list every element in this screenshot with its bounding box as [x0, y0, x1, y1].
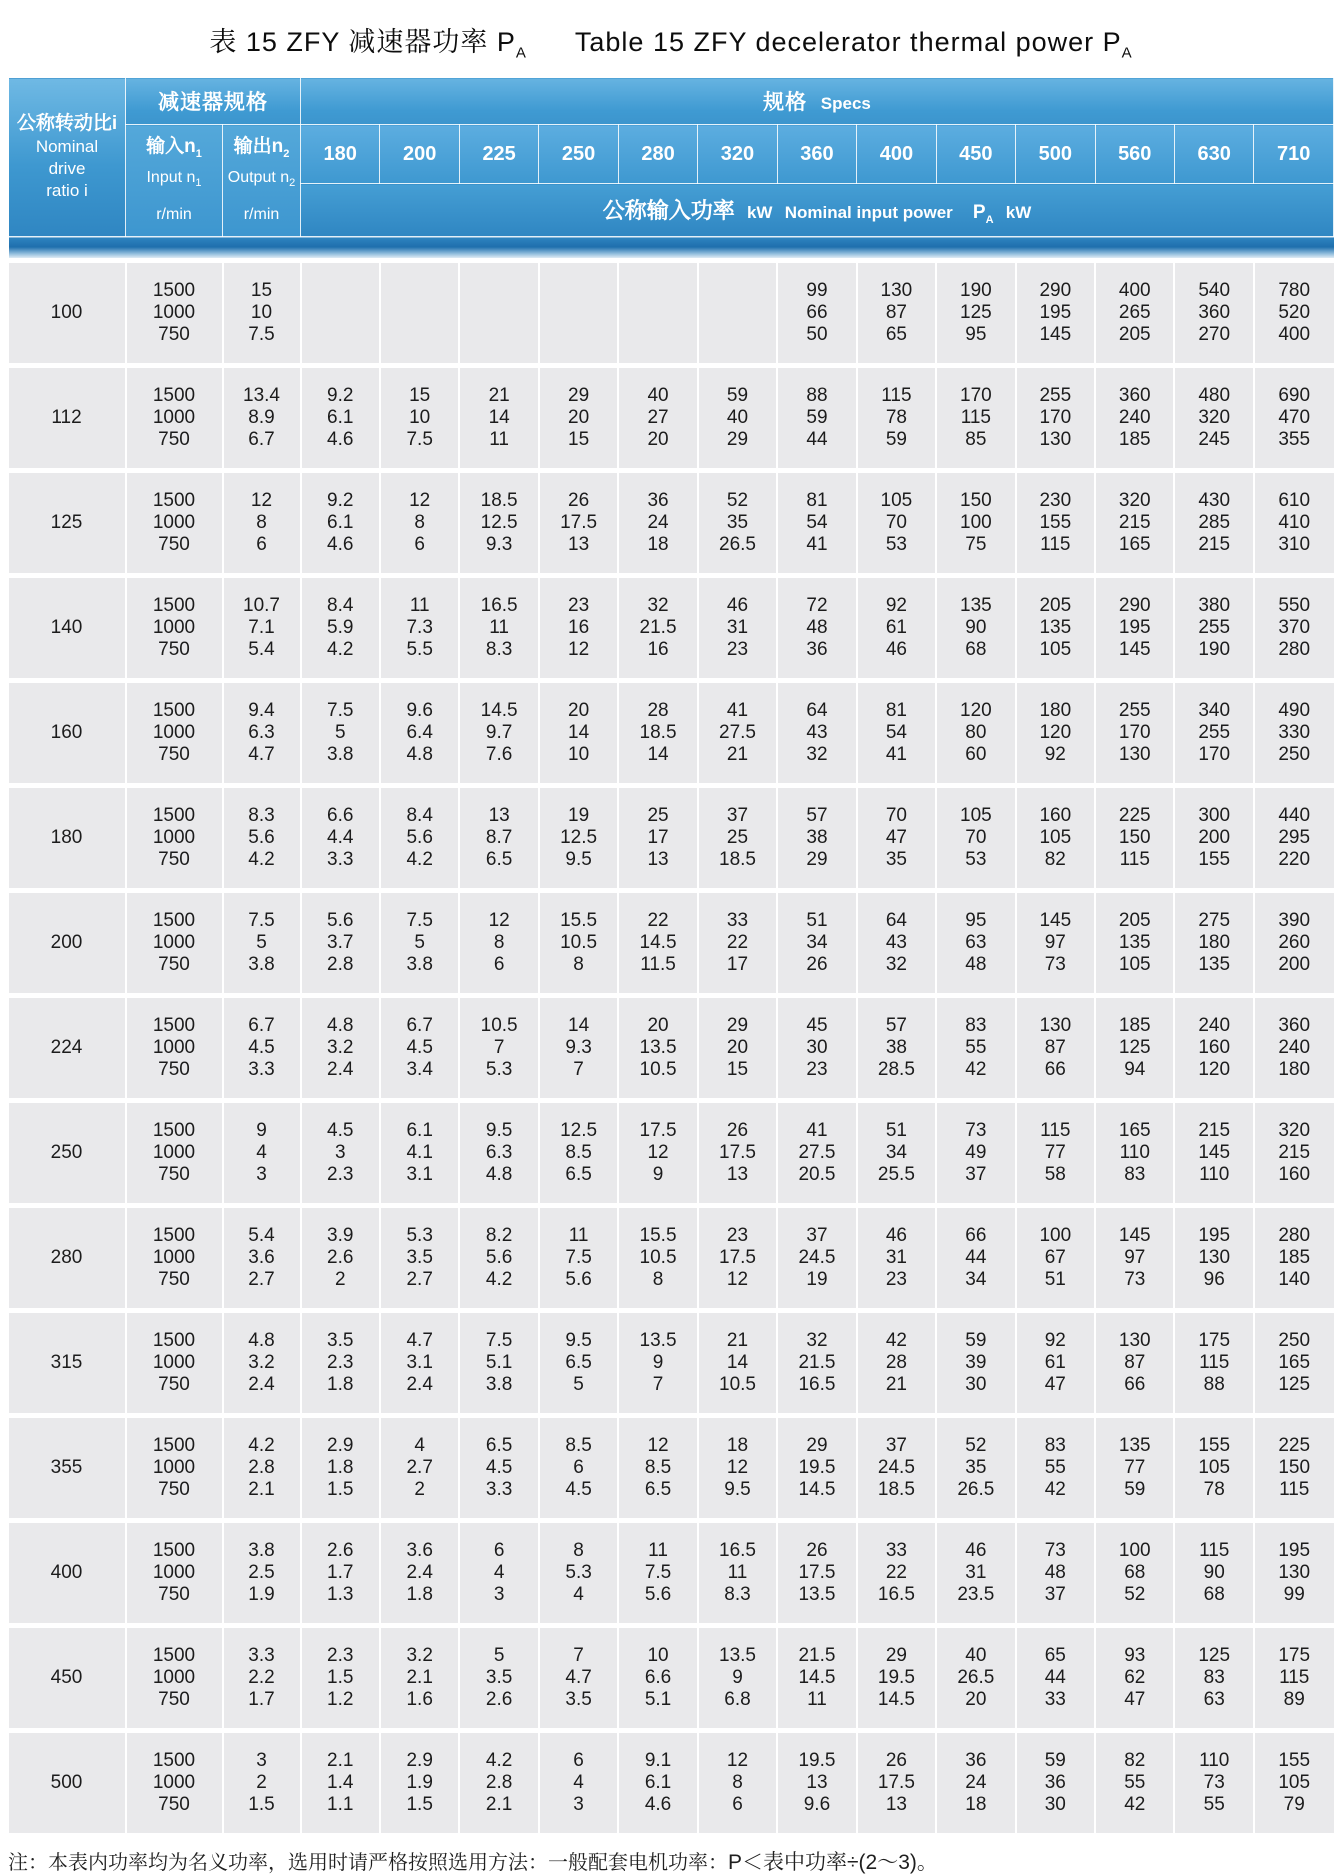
input-rpm-cell: 1500 1000 750: [126, 1626, 223, 1731]
input-rpm-cell: 1500 1000 750: [126, 996, 223, 1101]
power-cell: 195 130 99: [1254, 1521, 1334, 1626]
input-rpm-cell: 1500 1000 750: [126, 1206, 223, 1311]
ratio-cell: 224: [9, 996, 126, 1101]
power-cell: 26 17.5 13: [539, 471, 618, 576]
power-cell: 6.6 4.4 3.3: [301, 786, 380, 891]
ratio-label-en: Nominal: [35, 137, 99, 157]
output-rpm-cell: 3 2 1.5: [223, 1731, 301, 1834]
power-cell: 70 47 35: [857, 786, 936, 891]
power-cell: 11 7.5 5.6: [539, 1206, 618, 1311]
power-cell: 28 18.5 14: [618, 681, 697, 786]
table-row: [9, 366, 1334, 471]
power-cell: 14.5 9.7 7.6: [459, 681, 538, 786]
col-header-input: 输入$n_1$ Input $n_1$ r/min: [126, 125, 223, 237]
power-cell: 29 20 15: [698, 996, 777, 1101]
col-header-spec: 320: [698, 125, 777, 184]
table-row: [9, 1416, 1334, 1521]
power-cell: 45 30 23: [777, 996, 856, 1101]
power-cell: 125 83 63: [1174, 1626, 1253, 1731]
col-header-spec: 710: [1254, 125, 1334, 184]
power-cell: 115 78 59: [857, 366, 936, 471]
ratio-cell: 500: [9, 1731, 126, 1834]
power-cell: [698, 261, 777, 366]
power-cell: 46 31 23.5: [936, 1521, 1015, 1626]
power-cell: 95 63 48: [936, 891, 1015, 996]
ratio-cell: 355: [9, 1416, 126, 1521]
power-cell: 7 4.7 3.5: [539, 1626, 618, 1731]
power-cell: 16.5 11 8.3: [459, 576, 538, 681]
ratio-label-en: ratio i: [46, 181, 88, 201]
power-cell: 26 17.5 13: [857, 1731, 936, 1834]
power-cell: 9.2 6.1 4.6: [301, 366, 380, 471]
power-cell: 255 170 130: [1016, 366, 1095, 471]
table-row: [9, 996, 1334, 1101]
power-cell: 130 87 66: [1016, 996, 1095, 1101]
power-cell: 65 44 33: [1016, 1626, 1095, 1731]
table-row: [9, 1521, 1334, 1626]
power-cell: 4.8 3.2 2.4: [301, 996, 380, 1101]
ratio-cell: 160: [9, 681, 126, 786]
power-cell: 51 34 26: [777, 891, 856, 996]
output-rpm-cell: 5.4 3.6 2.7: [223, 1206, 301, 1311]
power-cell: 610 410 310: [1254, 471, 1334, 576]
power-cell: 32 21.5 16: [618, 576, 697, 681]
power-cell: 155 105 79: [1254, 1731, 1334, 1834]
input-rpm-cell: 1500 1000 750: [126, 366, 223, 471]
power-cell: 9.1 6.1 4.6: [618, 1731, 697, 1834]
power-cell: 2.9 1.9 1.5: [380, 1731, 459, 1834]
ratio-cell: 450: [9, 1626, 126, 1731]
power-cell: [380, 261, 459, 366]
power-cell: 17.5 12 9: [618, 1101, 697, 1206]
power-cell: 57 38 29: [777, 786, 856, 891]
power-cell: 93 62 47: [1095, 1626, 1174, 1731]
pa-subscript: A: [515, 44, 527, 62]
power-cell: 11 7.3 5.5: [380, 576, 459, 681]
power-cell: 2.1 1.4 1.1: [301, 1731, 380, 1834]
power-cell: 6.1 4.1 3.1: [380, 1101, 459, 1206]
power-cell: 29 19.5 14.5: [777, 1416, 856, 1521]
power-cell: 20 13.5 10.5: [618, 996, 697, 1101]
power-cell: 145 97 73: [1095, 1206, 1174, 1311]
page-title: [8, 20, 1334, 61]
power-cell: 7.5 5 3.8: [380, 891, 459, 996]
table-row: [9, 261, 1334, 366]
table-row: [9, 1626, 1334, 1731]
power-cell: [539, 261, 618, 366]
power-cell: 23 17.5 12: [698, 1206, 777, 1311]
power-cell: 205 135 105: [1095, 891, 1174, 996]
power-cell: 8.4 5.9 4.2: [301, 576, 380, 681]
power-cell: 780 520 400: [1254, 261, 1334, 366]
col-header-spec: 250: [539, 125, 618, 184]
power-cell: 13 8.7 6.5: [459, 786, 538, 891]
power-cell: 9.5 6.5 5: [539, 1311, 618, 1416]
power-cell: 13.5 9 6.8: [698, 1626, 777, 1731]
power-cell: 320 215 165: [1095, 471, 1174, 576]
power-cell: 190 125 95: [936, 261, 1015, 366]
power-cell: 225 150 115: [1095, 786, 1174, 891]
col-header-spec: 500: [1016, 125, 1095, 184]
ratio-label-en: drive: [48, 159, 86, 179]
input-rpm-cell: 1500 1000 750: [126, 1521, 223, 1626]
power-cell: 8.4 5.6 4.2: [380, 786, 459, 891]
power-cell: 180 120 92: [1016, 681, 1095, 786]
table-row: [9, 1311, 1334, 1416]
power-cell: 255 170 130: [1095, 681, 1174, 786]
table-row: [9, 1731, 1334, 1834]
power-cell: 99 66 50: [777, 261, 856, 366]
power-cell: 26 17.5 13.5: [777, 1521, 856, 1626]
power-cell: 12 8 6: [698, 1731, 777, 1834]
power-cell: 225 150 115: [1254, 1416, 1334, 1521]
title-english: Table 15 ZFY decelerator thermal power $P_A$: [574, 27, 1133, 62]
power-cell: 36 24 18: [936, 1731, 1015, 1834]
spec-number-row: [9, 125, 1334, 184]
power-cell: 21 14 11: [459, 366, 538, 471]
power-cell: 73 49 37: [936, 1101, 1015, 1206]
header-gradient-strip: [9, 237, 1334, 261]
power-cell: 37 24.5 18.5: [857, 1416, 936, 1521]
power-cell: 10.5 7 5.3: [459, 996, 538, 1101]
power-cell: 4.7 3.1 2.4: [380, 1311, 459, 1416]
power-cell: 135 77 59: [1095, 1416, 1174, 1521]
power-cell: 11 7.5 5.6: [618, 1521, 697, 1626]
power-cell: 275 180 135: [1174, 891, 1253, 996]
power-cell: 82 55 42: [1095, 1731, 1174, 1834]
footnote-text: 本表内功率均为名义功率，选用时请严格按照选用方法：一般配套电机功率：: [48, 1852, 728, 1875]
power-cell: 18.5 12.5 9.3: [459, 471, 538, 576]
power-cell: 150 100 75: [936, 471, 1015, 576]
power-cell: 51 34 25.5: [857, 1101, 936, 1206]
ratio-cell: 140: [9, 576, 126, 681]
table-row: [9, 1206, 1334, 1311]
ratio-cell: 112: [9, 366, 126, 471]
power-cell: 195 130 96: [1174, 1206, 1253, 1311]
power-cell: 64 43 32: [777, 681, 856, 786]
power-cell: 175 115 89: [1254, 1626, 1334, 1731]
power-cell: 46 31 23: [857, 1206, 936, 1311]
power-cell: 40 27 20: [618, 366, 697, 471]
power-cell: 6 4 3: [539, 1731, 618, 1834]
power-cell: 13.5 9 7: [618, 1311, 697, 1416]
power-cell: 15 10 7.5: [380, 366, 459, 471]
footnote-label: 注：: [8, 1852, 48, 1875]
input-rpm-cell: 1500 1000 750: [126, 1416, 223, 1521]
power-cell: 15.5 10.5 8: [618, 1206, 697, 1311]
power-cell: 205 135 105: [1016, 576, 1095, 681]
power-cell: 12 8 6: [380, 471, 459, 576]
power-cell: 360 240 185: [1095, 366, 1174, 471]
power-cell: 690 470 355: [1254, 366, 1334, 471]
power-cell: 290 195 145: [1095, 576, 1174, 681]
power-cell: 280 185 140: [1254, 1206, 1334, 1311]
power-cell: 130 87 65: [857, 261, 936, 366]
output-rpm-cell: 15 10 7.5: [223, 261, 301, 366]
power-cell: [459, 261, 538, 366]
input-rpm-cell: 1500 1000 750: [126, 891, 223, 996]
power-cell: 8.2 5.6 4.2: [459, 1206, 538, 1311]
power-cell: 240 160 120: [1174, 996, 1253, 1101]
input-rpm-cell: 1500 1000 750: [126, 261, 223, 366]
table-header: [9, 78, 1334, 261]
power-cell: 390 260 200: [1254, 891, 1334, 996]
power-cell: 59 40 29: [698, 366, 777, 471]
ratio-cell: 180: [9, 786, 126, 891]
power-cell: 145 97 73: [1016, 891, 1095, 996]
table-row: [9, 681, 1334, 786]
ratio-cell: 200: [9, 891, 126, 996]
power-cell: 155 105 78: [1174, 1416, 1253, 1521]
col-header-spec: 180: [301, 125, 380, 184]
title-chinese: 表 15 ZFY 减速器功率 $P_A$: [209, 27, 527, 62]
power-cell: 215 145 110: [1174, 1101, 1253, 1206]
col-header-spec: 560: [1095, 125, 1174, 184]
power-cell: 29 19.5 14.5: [857, 1626, 936, 1731]
power-cell: 21.5 14.5 11: [777, 1626, 856, 1731]
col-header-spec: 225: [459, 125, 538, 184]
col-header-spec: 450: [936, 125, 1015, 184]
power-cell: 59 36 30: [1016, 1731, 1095, 1834]
power-cell: 3.9 2.6 2: [301, 1206, 380, 1311]
power-cell: 18 12 9.5: [698, 1416, 777, 1521]
output-rpm-cell: 6.7 4.5 3.3: [223, 996, 301, 1101]
ratio-cell: 125: [9, 471, 126, 576]
power-cell: 14 9.3 7: [539, 996, 618, 1101]
col-header-ratio: [9, 78, 126, 237]
power-cell: 175 115 88: [1174, 1311, 1253, 1416]
power-cell: 115 90 68: [1174, 1521, 1253, 1626]
power-cell: 380 255 190: [1174, 576, 1253, 681]
power-cell: 66 44 34: [936, 1206, 1015, 1311]
power-cell: 42 28 21: [857, 1311, 936, 1416]
col-header-reducer-spec: 减速器规格: [126, 78, 301, 125]
power-cell: 130 87 66: [1095, 1311, 1174, 1416]
power-cell: 290 195 145: [1016, 261, 1095, 366]
ratio-label-zh: 公称转动比i: [16, 113, 118, 135]
power-cell: 3.2 2.1 1.6: [380, 1626, 459, 1731]
input-rpm-cell: 1500 1000 750: [126, 681, 223, 786]
power-cell: 10 6.6 5.1: [618, 1626, 697, 1731]
power-cell: 52 35 26.5: [698, 471, 777, 576]
power-cell: 22 14.5 11.5: [618, 891, 697, 996]
power-cell: 19 12.5 9.5: [539, 786, 618, 891]
power-cell: 16.5 11 8.3: [698, 1521, 777, 1626]
power-cell: 5.6 3.7 2.8: [301, 891, 380, 996]
power-cell: 20 14 10: [539, 681, 618, 786]
power-cell: 110 73 55: [1174, 1731, 1253, 1834]
power-cell: 230 155 115: [1016, 471, 1095, 576]
power-cell: 12 8 6: [459, 891, 538, 996]
table-row: [9, 471, 1334, 576]
col-header-spec: 280: [618, 125, 697, 184]
power-cell: 36 24 18: [618, 471, 697, 576]
input-rpm-cell: 1500 1000 750: [126, 786, 223, 891]
power-cell: 32 21.5 16.5: [777, 1311, 856, 1416]
power-cell: 105 70 53: [857, 471, 936, 576]
power-cell: 92 61 46: [857, 576, 936, 681]
output-rpm-cell: 3.3 2.2 1.7: [223, 1626, 301, 1731]
power-cell: 480 320 245: [1174, 366, 1253, 471]
col-header-nominal-power: 公称输入功率 kW Nominal input power $P_A$ kW: [301, 184, 1334, 237]
power-cell: 3.5 2.3 1.8: [301, 1311, 380, 1416]
power-cell: 120 80 60: [936, 681, 1015, 786]
ratio-cell: 315: [9, 1311, 126, 1416]
power-cell: 4.2 2.8 2.1: [459, 1731, 538, 1834]
output-rpm-cell: 8.3 5.6 4.2: [223, 786, 301, 891]
power-cell: 23 16 12: [539, 576, 618, 681]
col-header-spec: 360: [777, 125, 856, 184]
power-cell: 37 24.5 19: [777, 1206, 856, 1311]
output-rpm-cell: 4.2 2.8 2.1: [223, 1416, 301, 1521]
ratio-cell: 250: [9, 1101, 126, 1206]
power-cell: 2.6 1.7 1.3: [301, 1521, 380, 1626]
power-cell: 430 285 215: [1174, 471, 1253, 576]
power-cell: 81 54 41: [777, 471, 856, 576]
power-cell: 52 35 26.5: [936, 1416, 1015, 1521]
power-cell: 29 20 15: [539, 366, 618, 471]
power-cell: 100 67 51: [1016, 1206, 1095, 1311]
power-cell: 540 360 270: [1174, 261, 1253, 366]
col-header-spec: 630: [1174, 125, 1253, 184]
output-rpm-cell: 12 8 6: [223, 471, 301, 576]
power-cell: 300 200 155: [1174, 786, 1253, 891]
col-header-spec: 400: [857, 125, 936, 184]
power-cell: 170 115 85: [936, 366, 1015, 471]
power-cell: 7.5 5 3.8: [301, 681, 380, 786]
power-cell: 320 215 160: [1254, 1101, 1334, 1206]
table-body: [9, 261, 1334, 1834]
power-cell: 4 2.7 2: [380, 1416, 459, 1521]
power-cell: 6.7 4.5 3.4: [380, 996, 459, 1101]
power-cell: 40 26.5 20: [936, 1626, 1015, 1731]
power-cell: 73 48 37: [1016, 1521, 1095, 1626]
power-cell: 81 54 41: [857, 681, 936, 786]
col-header-specs: 规格 Specs: [301, 78, 1334, 125]
power-cell: 340 255 170: [1174, 681, 1253, 786]
power-cell: 135 90 68: [936, 576, 1015, 681]
power-cell: 5 3.5 2.6: [459, 1626, 538, 1731]
output-rpm-cell: 13.4 8.9 6.7: [223, 366, 301, 471]
power-cell: 400 265 205: [1095, 261, 1174, 366]
ratio-cell: 280: [9, 1206, 126, 1311]
power-cell: 9.5 6.3 4.8: [459, 1101, 538, 1206]
power-cell: 9.6 6.4 4.8: [380, 681, 459, 786]
power-cell: 3.6 2.4 1.8: [380, 1521, 459, 1626]
table-row: [9, 576, 1334, 681]
power-cell: 550 370 280: [1254, 576, 1334, 681]
power-cell: 8 5.3 4: [539, 1521, 618, 1626]
table-row: [9, 891, 1334, 996]
input-rpm-cell: 1500 1000 750: [126, 1311, 223, 1416]
power-cell: 8.5 6 4.5: [539, 1416, 618, 1521]
power-cell: 360 240 180: [1254, 996, 1334, 1101]
output-rpm-cell: 7.5 5 3.8: [223, 891, 301, 996]
col-header-spec: 200: [380, 125, 459, 184]
power-cell: 83 55 42: [1016, 1416, 1095, 1521]
power-cell: 115 77 58: [1016, 1101, 1095, 1206]
power-cell: 41 27.5 20.5: [777, 1101, 856, 1206]
power-cell: [618, 261, 697, 366]
power-cell: 12.5 8.5 6.5: [539, 1101, 618, 1206]
table-row: [9, 1101, 1334, 1206]
power-cell: 88 59 44: [777, 366, 856, 471]
power-cell: 83 55 42: [936, 996, 1015, 1101]
power-cell: 100 68 52: [1095, 1521, 1174, 1626]
power-cell: [301, 261, 380, 366]
power-cell: 5.3 3.5 2.7: [380, 1206, 459, 1311]
col-header-output: 输出$n_2$ Output $n_2$ r/min: [223, 125, 301, 237]
power-cell: 25 17 13: [618, 786, 697, 891]
power-cell: 33 22 16.5: [857, 1521, 936, 1626]
input-rpm-cell: 1500 1000 750: [126, 576, 223, 681]
power-cell: 64 43 32: [857, 891, 936, 996]
power-cell: 41 27.5 21: [698, 681, 777, 786]
output-rpm-cell: 4.8 3.2 2.4: [223, 1311, 301, 1416]
power-cell: 19.5 13 9.6: [777, 1731, 856, 1834]
power-cell: 33 22 17: [698, 891, 777, 996]
power-cell: 26 17.5 13: [698, 1101, 777, 1206]
input-rpm-cell: 1500 1000 750: [126, 1731, 223, 1834]
output-rpm-cell: 9 4 3: [223, 1101, 301, 1206]
power-cell: 2.3 1.5 1.2: [301, 1626, 380, 1731]
power-cell: 250 165 125: [1254, 1311, 1334, 1416]
power-cell: 59 39 30: [936, 1311, 1015, 1416]
power-cell: 37 25 18.5: [698, 786, 777, 891]
power-table: [8, 77, 1334, 1834]
power-cell: 72 48 36: [777, 576, 856, 681]
power-cell: 185 125 94: [1095, 996, 1174, 1101]
power-cell: 6.5 4.5 3.3: [459, 1416, 538, 1521]
table-row: [9, 786, 1334, 891]
power-cell: 6 4 3: [459, 1521, 538, 1626]
power-cell: 105 70 53: [936, 786, 1015, 891]
ratio-cell: 400: [9, 1521, 126, 1626]
power-cell: 21 14 10.5: [698, 1311, 777, 1416]
power-cell: 15.5 10.5 8: [539, 891, 618, 996]
power-cell: 92 61 47: [1016, 1311, 1095, 1416]
power-cell: 46 31 23: [698, 576, 777, 681]
output-rpm-cell: 9.4 6.3 4.7: [223, 681, 301, 786]
input-rpm-cell: 1500 1000 750: [126, 1101, 223, 1206]
output-rpm-cell: 3.8 2.5 1.9: [223, 1521, 301, 1626]
power-cell: 2.9 1.8 1.5: [301, 1416, 380, 1521]
power-cell: 4.5 3 2.3: [301, 1101, 380, 1206]
ratio-cell: 100: [9, 261, 126, 366]
input-rpm-cell: 1500 1000 750: [126, 471, 223, 576]
power-cell: 12 8.5 6.5: [618, 1416, 697, 1521]
power-cell: 7.5 5.1 3.8: [459, 1311, 538, 1416]
output-rpm-cell: 10.7 7.1 5.4: [223, 576, 301, 681]
footnote-formula: P＜表中功率÷(2～3)。: [728, 1851, 938, 1875]
power-cell: 160 105 82: [1016, 786, 1095, 891]
power-cell: 9.2 6.1 4.6: [301, 471, 380, 576]
pa-subscript: A: [1121, 44, 1133, 62]
power-cell: 57 38 28.5: [857, 996, 936, 1101]
power-cell: 490 330 250: [1254, 681, 1334, 786]
power-cell: 440 295 220: [1254, 786, 1334, 891]
power-cell: 165 110 83: [1095, 1101, 1174, 1206]
header-row-groups: [9, 78, 1334, 125]
